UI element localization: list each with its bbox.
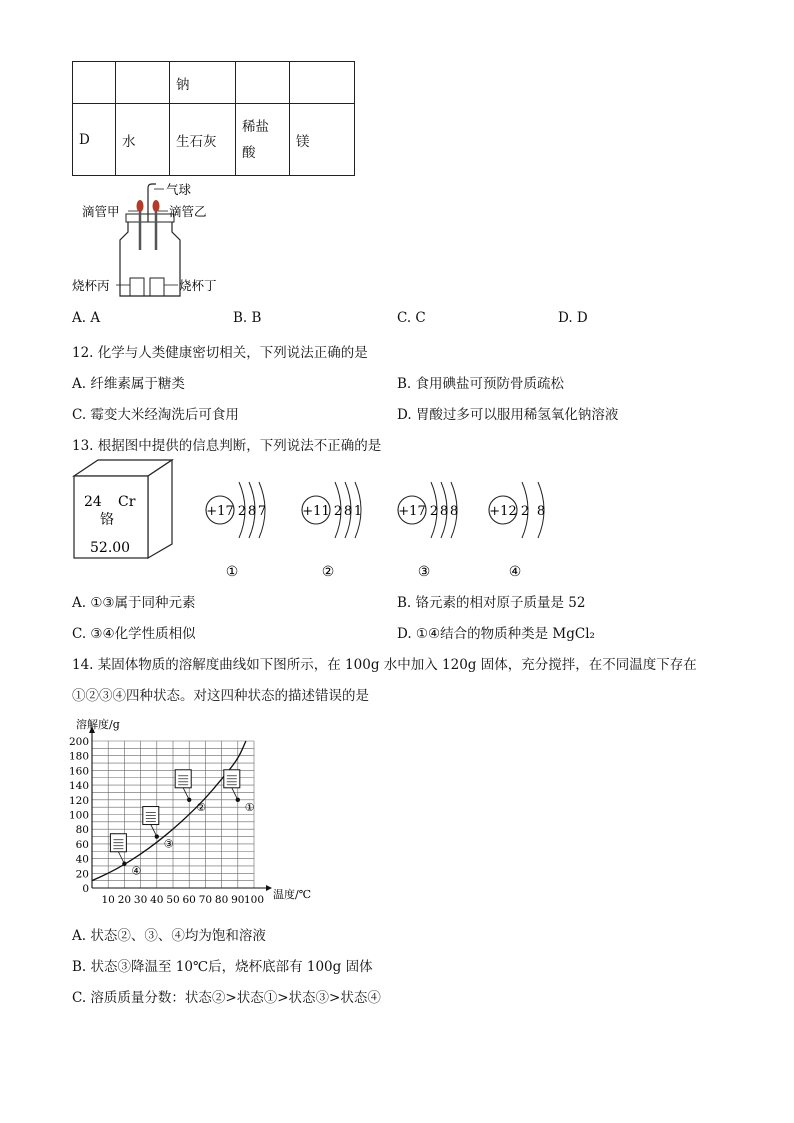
x-tick-label: 90 [231, 894, 245, 906]
atom-diagram [302, 482, 362, 580]
x-tick-label: 40 [150, 894, 164, 906]
state-label: ④ [131, 864, 142, 878]
table-cell [290, 62, 355, 104]
table-cell: 镁 [290, 104, 355, 176]
solubility-chart [66, 714, 336, 910]
state-marker [110, 834, 141, 878]
nucleus-charge: +12 [489, 504, 517, 519]
beaker-d-label: 烧杯丁 [179, 278, 217, 293]
y-tick-label: 0 [82, 883, 89, 895]
y-tick-label: 140 [68, 780, 89, 793]
solubility-curve [92, 741, 246, 881]
y-tick-label: 40 [75, 853, 89, 866]
y-tick-label: 20 [75, 868, 89, 881]
table-cell: D [73, 104, 116, 176]
y-tick-label: 100 [68, 809, 89, 822]
atom-label: ③ [417, 564, 431, 580]
y-tick-label: 200 [68, 736, 89, 748]
x-axis-label: 温度/℃ [273, 888, 312, 901]
x-tick-label: 70 [198, 894, 213, 906]
x-tick-label: 60 [182, 894, 196, 906]
q13-figure [70, 458, 570, 584]
state-leader [183, 788, 189, 800]
q11-option-c: C. C [397, 310, 426, 326]
atom-label: ② [321, 564, 335, 580]
balloon-label: 气球 [166, 182, 192, 197]
q12-option-b: B. 食用碘盐可预防骨质疏松 [397, 376, 565, 392]
state-leader [232, 788, 238, 800]
q11-option-b: B. B [233, 310, 262, 326]
table-row [73, 104, 355, 176]
atom-label: ④ [508, 564, 522, 580]
shell-electron-count: 8 [536, 504, 546, 519]
chart-states [110, 770, 254, 878]
q12-option-a: A. 纤维素属于糖类 [72, 376, 185, 392]
table-cell [73, 62, 116, 104]
shell-electron-count: 2 [237, 504, 247, 519]
table-cell: 水 [116, 104, 170, 176]
state-label: ③ [163, 837, 174, 851]
nucleus-charge: +17 [398, 504, 426, 519]
apparatus-diagram [70, 180, 230, 300]
q12-option-d: D. 胃酸过多可以服用稀氢氧化钠溶液 [397, 407, 619, 423]
x-tick-label: 80 [214, 894, 229, 906]
q13-option-d: D. ①④结合的物质种类是 MgCl₂ [397, 626, 595, 642]
atom-label: ① [225, 564, 239, 580]
beaker-c-label: 烧杯丙 [72, 278, 110, 293]
table-cell [116, 62, 170, 104]
table-cell: 生石灰 [170, 104, 236, 176]
state-leader [118, 852, 124, 864]
state-label: ② [196, 800, 207, 814]
q14-stem-line2: ①②③④四种状态。对这四种状态的描述错误的是 [72, 688, 369, 704]
q13-option-b: B. 铬元素的相对原子质量是 52 [397, 595, 586, 611]
x-tick-label: 50 [166, 894, 180, 906]
shell-electron-count: 8 [343, 504, 353, 519]
table-cell [236, 62, 290, 104]
shell-electron-count: 1 [353, 504, 363, 519]
state-label: ① [244, 800, 255, 814]
q12-stem: 12. 化学与人类健康密切相关，下列说法正确的是 [72, 345, 368, 361]
element-number: 24 [84, 494, 102, 510]
q14-option-b: B. 状态③降温至 10℃后，烧杯底部有 100g 固体 [72, 959, 373, 975]
x-tick-label: 10 [101, 894, 115, 906]
atom-diagram [489, 482, 545, 580]
y-tick-label: 60 [75, 838, 89, 851]
x-tick-label: 100 [243, 894, 265, 906]
nucleus-charge: +11 [302, 504, 330, 519]
shell-electron-count: 8 [439, 504, 449, 519]
q13-option-c: C. ③④化学性质相似 [72, 626, 196, 642]
dropper-b-label: 滴管乙 [169, 204, 207, 219]
nucleus-charge: +17 [206, 504, 234, 519]
shell-electron-count: 2 [429, 504, 439, 519]
table-row [73, 62, 355, 104]
chart-grid [92, 741, 254, 888]
y-tick-label: 160 [68, 765, 89, 778]
q14-option-a: A. 状态②、③、④均为饱和溶液 [72, 928, 266, 944]
y-tick-label: 120 [68, 794, 89, 807]
shell-electron-count: 8 [247, 504, 257, 519]
y-axis-label: 溶解度/g [76, 718, 120, 731]
shell-electron-count: 7 [257, 504, 267, 519]
top-table [72, 61, 355, 176]
shell-electron-count: 2 [520, 504, 530, 519]
shell-electron-count: 8 [449, 504, 459, 519]
q11-option-d: D. D [558, 310, 588, 326]
q11-option-a: A. A [72, 310, 101, 326]
element-mass: 52.00 [90, 540, 131, 556]
x-axis-arrow [266, 885, 272, 891]
q14-option-c: C. 溶质质量分数：状态②>状态①>状态③>状态④ [72, 990, 381, 1006]
x-tick-label: 20 [117, 894, 132, 906]
q14-stem-line1: 14. 某固体物质的溶解度曲线如下图所示，在 100g 水中加入 120g 固体，充分搅拌，在不同温度下存在 [72, 657, 697, 673]
element-cube [74, 460, 172, 558]
atom-diagram [398, 482, 458, 580]
y-tick-label: 80 [75, 824, 89, 837]
q12-option-c: C. 霉变大米经淘洗后可食用 [72, 407, 239, 423]
table-cell: 钠 [170, 62, 236, 104]
table-cell-text: 稀盐酸 [242, 118, 269, 161]
atom-diagram [206, 482, 266, 580]
table-cell [236, 104, 290, 176]
shell-electron-count: 2 [333, 504, 343, 519]
y-tick-label: 180 [68, 750, 89, 763]
element-name: 铬 [100, 512, 114, 528]
state-leader [151, 825, 157, 837]
q13-option-a: A. ①③属于同种元素 [72, 595, 196, 611]
x-tick-label: 30 [133, 894, 148, 906]
element-symbol: Cr [118, 494, 136, 510]
dropper-a-label: 滴管甲 [82, 204, 120, 219]
q13-stem: 13. 根据图中提供的信息判断，下列说法不正确的是 [72, 438, 382, 454]
